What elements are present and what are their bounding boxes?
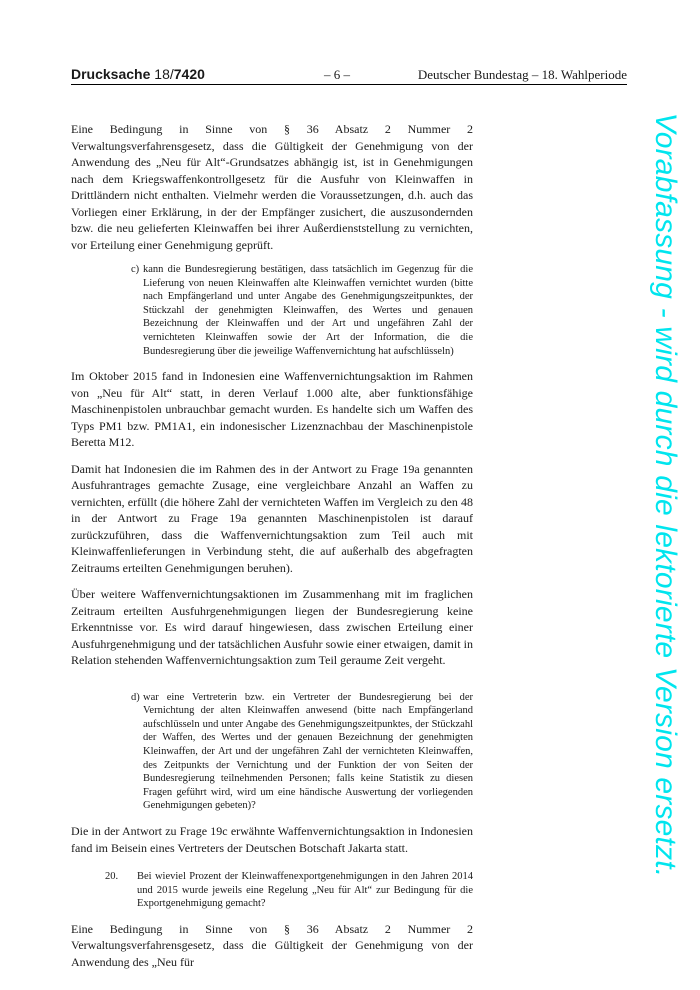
page-header <box>71 64 627 85</box>
answer-paragraph-3: Damit hat Indonesien die im Rahmen des in der Antwort zu Frage 19a genannten Ausfuhrantrages gemachte Zusage, eine vergleichbare Anzahl an Waffen zu vernichten, erfüllt (die höhere Zahl der vernichteten Waffen im Vergleich zu den 48 in der Antwort zu Frage 19a genannten Maschinenpistolen ist darauf zurückzuführen, dass die Waffenvernichtungsaktion zum Teil auch mit Kleinwaffenlieferungen in Verbindung steht, die auf außerhalb des abgefragten Zeitraums erteilten Genehmigungen beruhen). <box>71 461 473 575</box>
question-20-label: 20. <box>105 871 119 882</box>
answer-paragraph-4: Über weitere Waffenvernichtungsaktionen im Zusammenhang mit im fraglichen Zeitraum erteilten Ausfuhrgenehmigungen liegen der Bundesregierung keine Erkenntnisse vor. Es wird darauf hingewiesen, dass zwischen Erteilung einer Ausfuhrgenehmigung und der tatsächlichen Ausfuhr sowie einer etwaigen, damit in Relation stehenden Waffenvernichtungsaktion zum Teil geraume Zeit vergeht. <box>71 587 473 668</box>
document-number <box>71 66 205 82</box>
answer-paragraph-5: Die in der Antwort zu Frage 19c erwähnte Waffenvernichtungsaktion in Indonesien fand im Beisein eines Vertreters der Deutschen Botschaft Jakarta statt. <box>71 824 473 855</box>
question-c-text: kann die Bundesregierung bestätigen, dass tatsächlich im Gegenzug für die Lieferung von neuen Kleinwaffen alte Kleinwaffen vernichtet wurden (bitte nach Empfängerland und unter Angabe des Genehmigungszeitpunktes, der Stückzahl der genehmigten Kleinwaffen, des Wertes und genauen Bezeichnung der Kleinwaffen und der Art und ungefähren Zahl der vernichteten Kleinwaffen sowie der Art der Information, die die Bundesregierung über die jeweilige Waffenvernichtung hat aufschlüsseln) <box>143 264 473 357</box>
doc-label: Drucksache <box>71 66 151 82</box>
answer-paragraph-2: Im Oktober 2015 fand in Indonesien eine Waffenvernichtungsaktion im Rahmen von „Neu für Alt“ statt, in deren Verlauf 1.000 alte, aber funktionsfähige Maschinenpistolen unbrauchbar gemacht wurden. Es handelte sich um Waffen des Typs PM1 bzw. PM1A1, ein indonesischer Lizenznachbau der Maschinenpistole Beretta M12. <box>71 369 473 450</box>
question-d-text: war eine Vertreterin bzw. ein Vertreter der Bundesregierung bei der Vernichtung der alten Kleinwaffen anwesend (bitte nach Empfängerland aufschlüsseln und unter Angabe des Genehmigungszeitpunktes, der Stückzahl der Waffen, des Wertes und der genauen Bezeichnung der genehmigten Kleinwaffen, der Art und der ungefähren Zahl der vernichteten Kleinwaffen, des Zeitpunkts der Vernichtung und der Funktion der von Seiten der Bundesregierung teilnehmenden Personen; falls keine Statistik zu diesen Fragen geführt wird, wird um eine händische Auswertung der vorliegenden Genehmigungen gebeten)? <box>143 691 473 812</box>
question-c <box>131 263 473 358</box>
answer-paragraph-6: Eine Bedingung in Sinne von § 36 Absatz 2 Nummer 2 Verwaltungsverfahrensgesetz, dass die Gültigkeit der Genehmigung von der Anwendung des „Neu für <box>71 921 473 969</box>
parliament-label: Deutscher Bundestag – 18. Wahlperiode <box>417 67 627 82</box>
question-20 <box>105 870 473 911</box>
question-d <box>131 691 473 813</box>
question-20-text: Bei wieviel Prozent der Kleinwaffenexportgenehmigungen in den Jahren 2014 und 2015 wurde jeweils eine Regelung „Neu für Alt“ zur Bedingung für die Exportgenehmigung gemacht? <box>137 871 473 910</box>
page-number: – 6 – <box>324 67 350 82</box>
question-d-label: d) <box>131 691 140 703</box>
question-c-label: c) <box>131 264 140 275</box>
main-text <box>71 121 473 980</box>
answer-paragraph-1: Eine Bedingung in Sinne von § 36 Absatz 2 Nummer 2 Verwaltungsverfahrensgesetz, dass die Gültigkeit der Genehmigung von der Anwendung des „Neu für Alt“-Grundsatzes abhängig ist, ist in Genehmigungen nach dem Kriegswaffenkontrollgesetz für die Ausfuhr von Kleinwaffen in Drittländern nicht enthalten. Vielmehr werden die Voraussetzungen, d.h. auch das Vorliegen einer Erklärung, in der der Empfänger zusichert, die auszusondernden bzw. die neu gelieferten Kleinwaffen bei ihrer Außerdienststellung zu vernichten, vor Erteilung einer Genehmigung geprüft. <box>71 122 473 252</box>
doc-number-bold: 7420 <box>173 66 205 82</box>
watermark-text: Vorabfassung - wird durch die lektorierte Version ersetzt. <box>649 112 682 878</box>
doc-number-prefix: 18/ <box>154 66 174 82</box>
